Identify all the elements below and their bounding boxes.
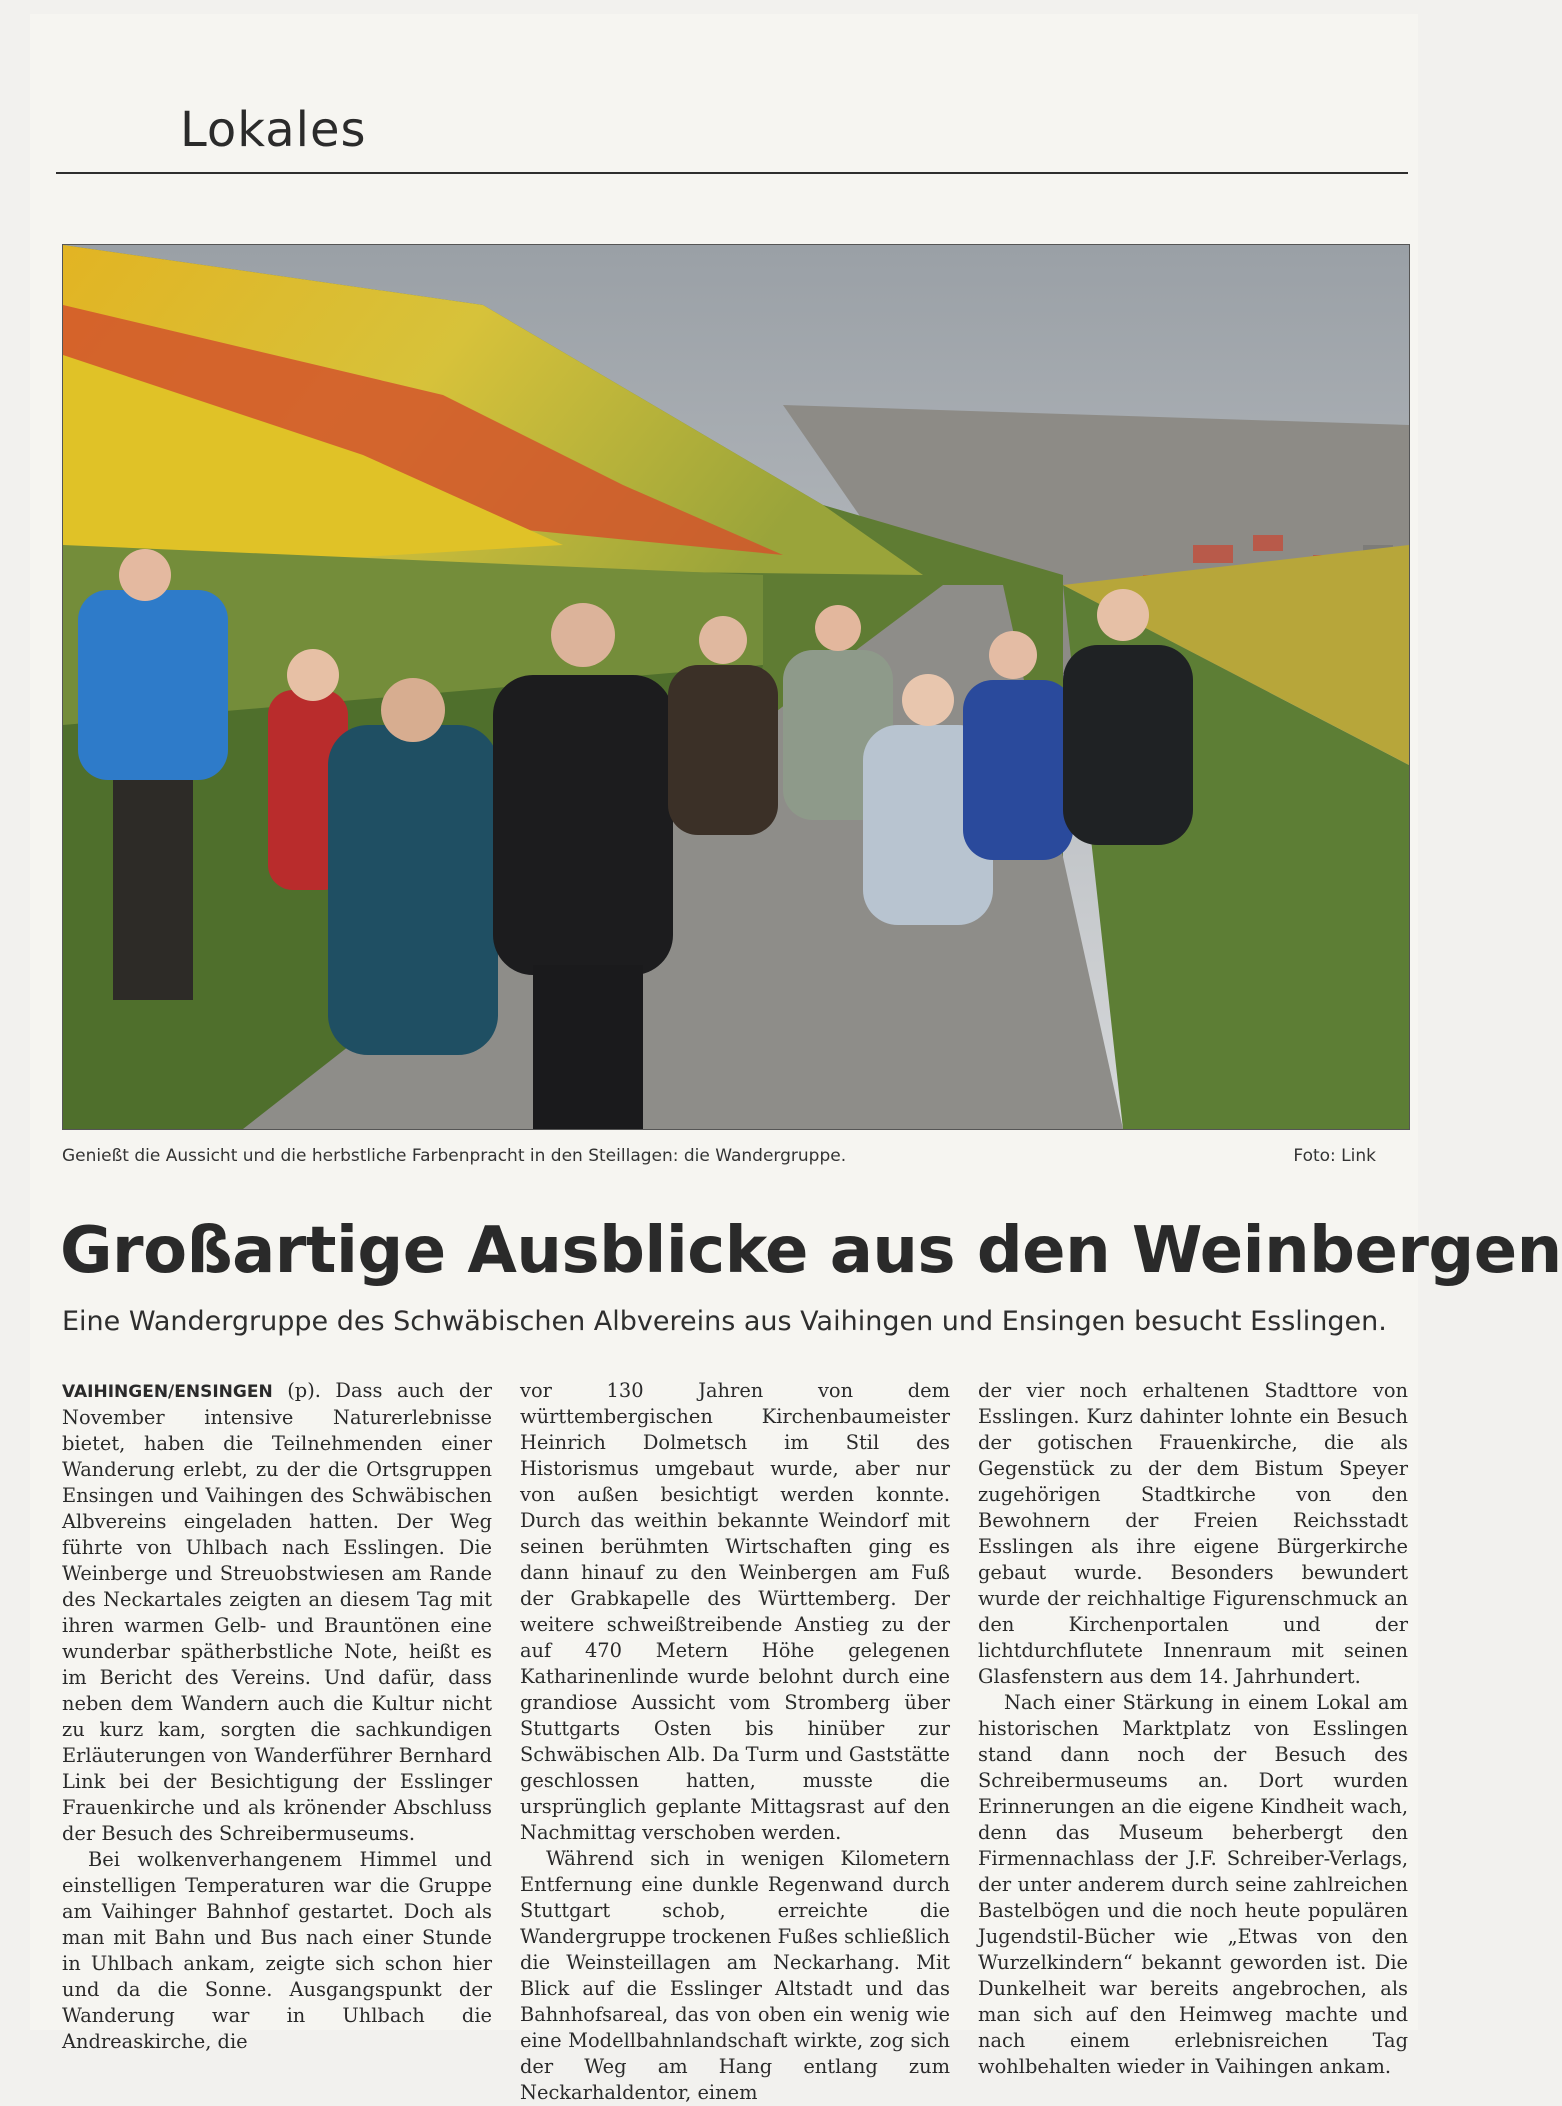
vineyard-hikers-photo — [63, 245, 1409, 1129]
dateline: VAIHINGEN/ENSINGEN — [62, 1382, 273, 1402]
article-photo — [62, 244, 1410, 1130]
paragraph: Nach einer Stärkung in einem Lokal am historischen Marktplatz von Esslingen stand dann noch der Besuch des Schreibermuseums an. Dort wurden Erinnerungen an die eigene Kindheit wach, denn das Museum beherbergt den Firmennachlass der J.F. Schreiber-Verlags, der unter anderem durch seine zahlreichen Bastelbögen und die noch heute populären Jugendstil-Bücher wie „Etwas von den Wurzelkindern“ bekannt geworden ist. Die Dunkelheit war bereits angebrochen, als man sich auf den Heimweg machte und nach einem erlebnisreichen Tag wohlbehalten wieder in Vaihingen ankam. — [978, 1691, 1408, 2078]
paragraph — [62, 1378, 492, 1847]
section-rule — [56, 172, 1408, 174]
paragraph: der vier noch erhaltenen Stadttore von Esslingen. Kurz dahinter lohnte ein Besuch der gotischen Frauenkirche, die als Gegenstück zu der dem Bistum Speyer zugehörigen Stadtkirche von den Bewohnern der Freien Reichsstadt Esslingen als ihre eigene Bürgerkirche gebaut wurde. Besonders bewundert wurde der reichhaltige Figurenschmuck an den Kirchenportalen und der lichtdurchflutete Innenraum mit seinen Glasfenstern aus dem 14. Jahrhundert. — [978, 1379, 1408, 1688]
photo-credit: Foto: Link — [1293, 1146, 1376, 1166]
paragraph: Bei wolkenverhangenem Himmel und einstelligen Temperaturen war die Gruppe am Vaihinger Bahnhof gestartet. Doch als man mit Bahn und Bus nach einer Stunde in Uhlbach ankam, zeigte sich schon hier und da die Sonne. Ausgangspunkt der Wanderung war in Uhlbach die Andreaskirche, die — [62, 1848, 492, 2053]
article-body — [62, 1378, 1408, 2104]
paragraph: vor 130 Jahren von dem württembergischen Kirchenbaumeister Heinrich Dolmetsch im Stil des Historismus umgebaut wurde, aber nur von außen besichtigt werden konnte. Durch das weithin bekannte Weindorf mit seinen berühmten Wirtschaften ging es dann hinauf zu den Weinbergen am Fuß der Grabkapelle des Württemberg. Der weitere schweißtreibende Anstieg zu der auf 470 Metern Höhe gelegenen Katharinenlinde wurde belohnt durch eine grandiose Aussicht vom Stromberg über Stuttgarts Osten bis hinüber zur Schwäbischen Alb. Da Turm und Gaststätte geschlossen hatten, musste die ursprünglich geplante Mittagsrast auf den Nachmittag verschoben werden. — [520, 1379, 950, 1844]
article-column-2 — [520, 1378, 950, 2104]
newspaper-page — [30, 14, 1562, 2104]
article-column-1 — [62, 1378, 492, 2053]
section-title: Lokales — [180, 102, 367, 158]
paragraph-text: (p). Dass auch der November intensive Naturerlebnisse bietet, haben die Teilnehmenden einer Wanderung erlebt, zu der die Ortsgruppen Ensingen und Vaihingen des Schwäbischen Albvereins eingeladen hatten. Der Weg führte von Uhlbach nach Esslingen. Die Weinberge und Streuobstwiesen am Rande des Neckartales zeigten an diesem Tag mit ihren warmen Gelb- und Brauntönen eine wunderbar spätherbstliche Note, heißt es im Bericht des Vereins. Und dafür, dass neben dem Wandern auch die Kultur nicht zu kurz kam, sorgten die sachkundigen Erläuterungen von Wanderführer Bernhard Link bei der Besichtigung der Esslinger Frauenkirche und als krönender Abschluss der Besuch des Schreibermuseums. — [62, 1379, 492, 1845]
article-column-3 — [978, 1378, 1408, 2078]
photo-caption: Genießt die Aussicht und die herbstliche Farbenpracht in den Steillagen: die Wandergruppe. — [62, 1146, 847, 1166]
article-headline: Großartige Ausblicke aus den Weinbergen — [60, 1214, 1562, 1288]
article-subheadline: Eine Wandergruppe des Schwäbischen Albvereins aus Vaihingen und Ensingen besucht Esslingen. — [62, 1306, 1387, 1337]
paragraph: Während sich in wenigen Kilometern Entfernung eine dunkle Regenwand durch Stuttgart schob, erreichte die Wandergruppe trockenen Fußes schließlich die Weinsteillagen am Neckarhang. Mit Blick auf die Esslinger Altstadt und das Bahnhofsareal, das von oben ein wenig wie eine Modellbahnlandschaft wirkte, zog sich der Weg am Hang entlang zum Neckarhaldentor, einem — [520, 1847, 950, 2104]
